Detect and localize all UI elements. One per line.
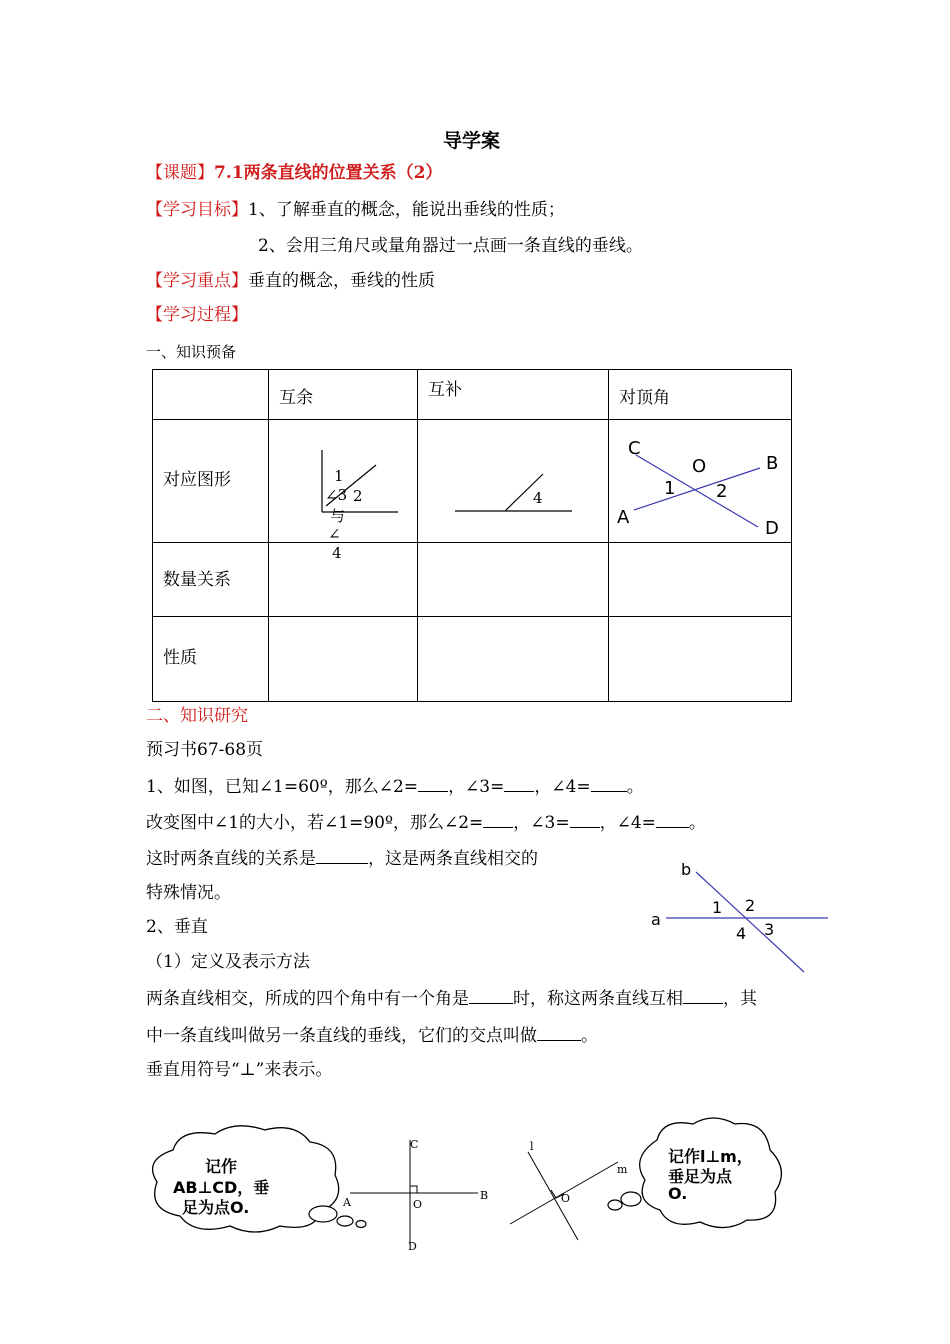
fig1-label-angle: ∠ bbox=[328, 525, 341, 543]
answer-blank[interactable] bbox=[656, 812, 689, 828]
fig1-label-angle3: ∠3 bbox=[325, 486, 348, 504]
fig3-label-A: A bbox=[617, 507, 630, 528]
cloud-right-line-1: 记作l⊥m， bbox=[668, 1147, 753, 1166]
question-1d-line: 特殊情况。 bbox=[146, 883, 231, 903]
row-figure-label: 对应图形 bbox=[163, 470, 231, 490]
q1b-text-b: ，∠3= bbox=[513, 813, 570, 833]
fig1-label-1: 1 bbox=[334, 467, 344, 485]
fig-cd-label-A: A bbox=[343, 1196, 351, 1209]
topic-label: 【课题】 bbox=[146, 163, 214, 183]
section-2-title: 二、知识研究 bbox=[146, 706, 248, 726]
answer-blank[interactable] bbox=[469, 988, 513, 1004]
fig-lm-label-O: O bbox=[561, 1192, 571, 1205]
process-label: 【学习过程】 bbox=[146, 305, 248, 325]
definition-line-1 bbox=[146, 988, 757, 1009]
cloud-left-line-1: 记作 bbox=[205, 1157, 238, 1176]
fig-cd-label-C: C bbox=[410, 1138, 419, 1151]
cloud-right-line-2: 垂足为点 bbox=[668, 1167, 733, 1186]
goal-2: 2、会用三角尺或量角器过一点画一条直线的垂线。 bbox=[258, 236, 643, 256]
vertical-angles-figure bbox=[620, 440, 785, 540]
q1b-text-c: ，∠4= bbox=[599, 813, 656, 833]
fig3-label-O: O bbox=[692, 456, 707, 477]
def2-text-b: 。 bbox=[581, 1026, 598, 1046]
goal-line-1 bbox=[146, 200, 565, 220]
fig-cd-label-O: O bbox=[413, 1198, 423, 1211]
header-vertical-angles: 对顶角 bbox=[619, 388, 670, 408]
answer-blank[interactable] bbox=[591, 776, 627, 792]
answer-blank[interactable] bbox=[483, 812, 513, 828]
q1-text-b: ，∠3= bbox=[448, 777, 505, 797]
focus-line bbox=[146, 271, 435, 291]
fig-lm-label-m: m bbox=[617, 1163, 628, 1176]
focus-text: 垂直的概念，垂线的性质 bbox=[248, 271, 435, 291]
header-complementary: 互余 bbox=[279, 388, 313, 408]
definition-line-2 bbox=[146, 1025, 598, 1046]
row-relation-label: 数量关系 bbox=[163, 570, 231, 590]
fig3-label-B: B bbox=[766, 453, 779, 474]
question-1b-line bbox=[146, 812, 706, 833]
fig-cd-label-D: D bbox=[408, 1240, 417, 1253]
fig3-label-D: D bbox=[765, 518, 779, 539]
supplementary-figure bbox=[450, 465, 580, 520]
question-2-title: 2、垂直 bbox=[146, 917, 208, 937]
fig-ab-label-1: 1 bbox=[712, 898, 723, 917]
q1b-text-d: 。 bbox=[688, 813, 706, 833]
goal-1: 1、了解垂直的概念，能说出垂线的性质； bbox=[248, 200, 565, 220]
answer-blank[interactable] bbox=[504, 776, 534, 792]
fig-cd-label-B: B bbox=[480, 1189, 489, 1202]
focus-label: 【学习重点】 bbox=[146, 271, 248, 291]
goal-label: 【学习目标】 bbox=[146, 200, 248, 220]
q1-text-d: 。 bbox=[626, 777, 644, 797]
answer-blank[interactable] bbox=[537, 1025, 581, 1041]
q1c-text-a: 这时两条直线的关系是 bbox=[146, 849, 316, 869]
perpendicular-ab-cd-figure bbox=[340, 1135, 500, 1255]
fig-ab-label-3: 3 bbox=[764, 920, 775, 939]
fig3-label-2: 2 bbox=[716, 481, 728, 502]
q1b-text-a: 改变图中∠1的大小，若∠1=90º，那么∠2= bbox=[146, 813, 484, 833]
fig3-label-1: 1 bbox=[664, 478, 676, 499]
topic-line bbox=[146, 163, 442, 183]
fig1-label-4: 4 bbox=[332, 544, 342, 562]
cloud-left-line-2: AB⊥CD，垂 bbox=[173, 1178, 270, 1197]
fig-lm-label-l: l bbox=[530, 1140, 534, 1153]
preview-note: 预习书67-68页 bbox=[146, 740, 264, 760]
q1c-text-b: ，这是两条直线相交的 bbox=[368, 849, 538, 869]
answer-blank[interactable] bbox=[683, 988, 723, 1004]
answer-blank[interactable] bbox=[418, 776, 448, 792]
q1-text-a: 1、如图，已知∠1=60º，那么∠2= bbox=[146, 777, 419, 797]
fig1-label-yu: 与 bbox=[330, 507, 346, 525]
section-1-title: 一、知识预备 bbox=[146, 343, 237, 361]
fig-ab-label-4: 4 bbox=[736, 924, 747, 943]
cloud-right-line-3: O. bbox=[668, 1184, 688, 1203]
question-2-1-title: （1）定义及表示方法 bbox=[146, 952, 310, 972]
cloud-left-line-3: 足为点O. bbox=[182, 1198, 250, 1217]
answer-blank[interactable] bbox=[316, 848, 368, 864]
def-text-a: 两条直线相交，所成的四个角中有一个角是 bbox=[146, 989, 469, 1009]
row-property-label: 性质 bbox=[163, 648, 197, 668]
def2-text-a: 中一条直线叫做另一条直线的垂线，它们的交点叫做 bbox=[146, 1026, 537, 1046]
def-text-c: ，其 bbox=[723, 989, 757, 1009]
page-title: 导学案 bbox=[443, 130, 501, 152]
question-1-line bbox=[146, 776, 644, 797]
answer-blank[interactable] bbox=[570, 812, 600, 828]
q1-text-c: ，∠4= bbox=[534, 777, 591, 797]
symbol-note: 垂直用符号“⊥”来表示。 bbox=[146, 1060, 333, 1080]
def-text-b: 时，称这两条直线互相 bbox=[513, 989, 683, 1009]
fig-ab-label-2: 2 bbox=[745, 896, 756, 915]
topic-text: 7.1两条直线的位置关系（2） bbox=[214, 163, 443, 183]
fig3-label-C: C bbox=[628, 438, 641, 459]
header-supplementary: 互补 bbox=[428, 380, 462, 400]
fig-ab-label-b: b bbox=[681, 860, 692, 879]
fig-ab-label-a: a bbox=[651, 910, 661, 929]
question-1c-line bbox=[146, 848, 538, 869]
fig2-label-4: 4 bbox=[533, 489, 543, 507]
fig1-label-2: 2 bbox=[353, 487, 363, 505]
